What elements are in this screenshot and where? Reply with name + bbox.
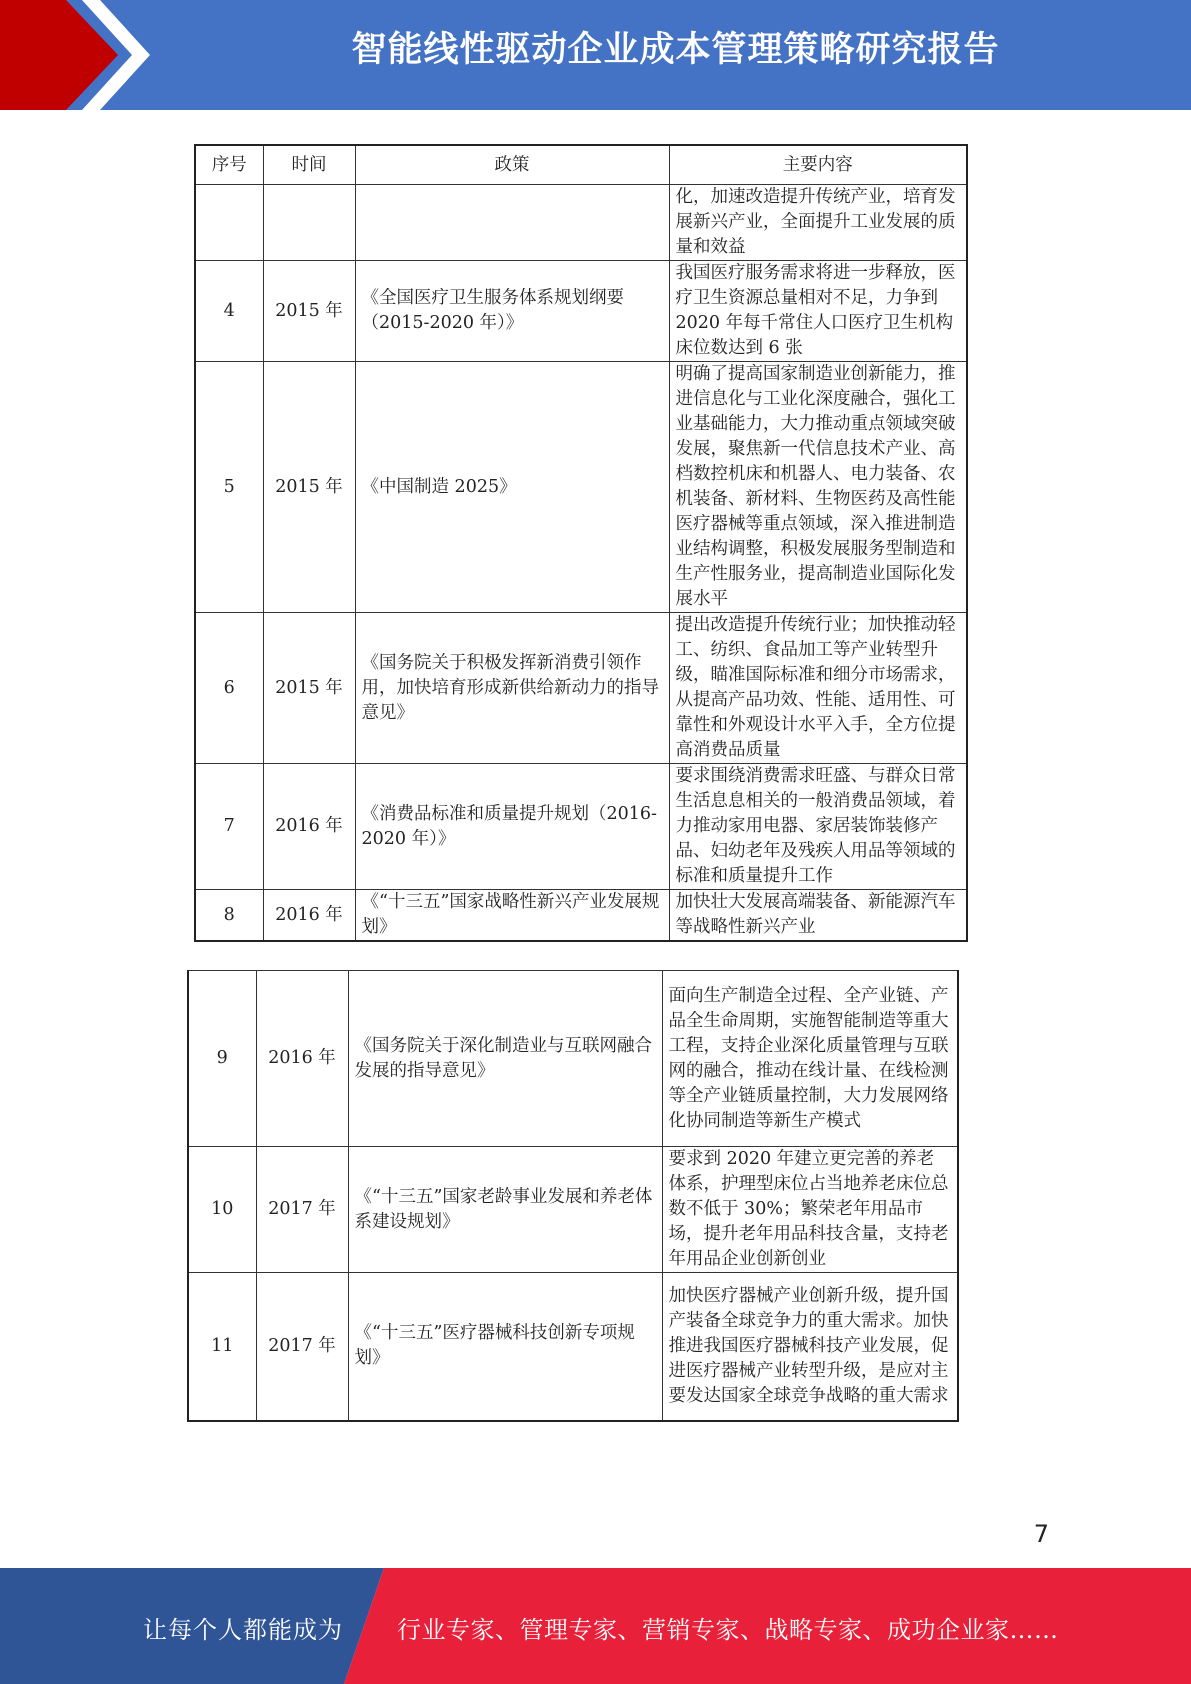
row-no: 11 [188, 1273, 256, 1421]
table-row [195, 764, 967, 890]
row-content: 明确了提高国家制造业创新能力，推进信息化与工业化深度融合，强化工业基础能力，大力推动重点领域突破发展，聚焦新一代信息技术产业、高档数控机床和机器人、电力装备、农机装备、新材料、生物医药及高性能医疗器械等重点领域，深入推进制造业结构调整，积极发展服务型制造和生产性服务业，提高制造业国际化发展水平 [669, 362, 967, 613]
row-content: 提出改造提升传统行业；加快推动轻工、纺织、食品加工等产业转型升级，瞄准国际标准和细分市场需求，从提高产品功效、性能、适用性、可靠性和外观设计水平入手，全方位提高消费品质量 [669, 613, 967, 764]
table-row [195, 362, 967, 613]
report-title: 智能线性驱动企业成本管理策略研究报告 [351, 30, 1000, 70]
table-header-row [195, 145, 967, 185]
row-policy: 《“十三五”国家老龄事业发展和养老体系建设规划》 [348, 1147, 662, 1273]
page-footer [0, 1568, 1191, 1684]
row-no [195, 185, 263, 261]
page-number: 7 [1033, 1520, 1049, 1548]
footer-slogan-left: 让每个人都能成为 [143, 1616, 343, 1644]
column-header-time: 时间 [263, 145, 355, 185]
row-policy: 《中国制造 2025》 [355, 362, 669, 613]
row-time: 2015 年 [263, 613, 355, 764]
row-content: 要求到 2020 年建立更完善的养老体系，护理型床位占当地养老床位总数不低于 30%；繁荣老年用品市场，提升老年用品科技含量，支持老年用品企业创新创业 [662, 1147, 958, 1273]
row-policy: 《国务院关于积极发挥新消费引领作用，加快培育形成新供给新动力的指导意见》 [355, 613, 669, 764]
row-content: 加快壮大发展高端装备、新能源汽车等战略性新兴产业 [669, 890, 967, 942]
row-time: 2016 年 [256, 971, 348, 1147]
table-row [188, 971, 958, 1147]
policy-table-part-2 [187, 970, 959, 1422]
page-header [0, 0, 1191, 110]
column-header-content: 主要内容 [669, 145, 967, 185]
row-no: 5 [195, 362, 263, 613]
row-policy: 《“十三五”医疗器械科技创新专项规划》 [348, 1273, 662, 1421]
table-row [195, 261, 967, 362]
table-row [195, 185, 967, 261]
row-content: 我国医疗服务需求将进一步释放，医疗卫生资源总量相对不足，力争到 2020 年每千常住人口医疗卫生机构床位数达到 6 张 [669, 261, 967, 362]
table-row [188, 1147, 958, 1273]
row-time: 2015 年 [263, 261, 355, 362]
row-content: 化，加速改造提升传统产业，培育发展新兴产业，全面提升工业发展的质量和效益 [669, 185, 967, 261]
row-content: 加快医疗器械产业创新升级，提升国产装备全球竞争力的重大需求。加快推进我国医疗器械科技产业发展，促进医疗器械产业转型升级，是应对主要发达国家全球竞争战略的重大需求 [662, 1273, 958, 1421]
row-policy: 《消费品标准和质量提升规划（2016-2020 年）》 [355, 764, 669, 890]
row-time: 2015 年 [263, 362, 355, 613]
row-no: 8 [195, 890, 263, 942]
row-content: 面向生产制造全过程、全产业链、产品全生命周期，实施智能制造等重大工程，支持企业深化质量管理与互联网的融合，推动在线计量、在线检测等全产业链质量控制，大力发展网络化协同制造等新生产模式 [662, 971, 958, 1147]
footer-slogan-right: 行业专家、管理专家、营销专家、战略专家、成功企业家…… [397, 1616, 1059, 1644]
row-no: 7 [195, 764, 263, 890]
row-no: 6 [195, 613, 263, 764]
row-policy [355, 185, 669, 261]
row-policy: 《国务院关于深化制造业与互联网融合发展的指导意见》 [348, 971, 662, 1147]
row-no: 10 [188, 1147, 256, 1273]
row-policy: 《“十三五”国家战略性新兴产业发展规划》 [355, 890, 669, 942]
row-time: 2016 年 [263, 890, 355, 942]
row-no: 4 [195, 261, 263, 362]
table-row [188, 1273, 958, 1421]
row-time [263, 185, 355, 261]
row-no: 9 [188, 971, 256, 1147]
row-time: 2016 年 [263, 764, 355, 890]
row-time: 2017 年 [256, 1273, 348, 1421]
table-row [195, 890, 967, 942]
row-time: 2017 年 [256, 1147, 348, 1273]
table-row [195, 613, 967, 764]
policy-table-part-1 [194, 144, 968, 942]
header-arrow-icon [0, 0, 200, 110]
row-content: 要求围绕消费需求旺盛、与群众日常生活息息相关的一般消费品领域，着力推动家用电器、家居装饰装修产品、妇幼老年及残疾人用品等领域的标准和质量提升工作 [669, 764, 967, 890]
column-header-no: 序号 [195, 145, 263, 185]
row-policy: 《全国医疗卫生服务体系规划纲要（2015-2020 年）》 [355, 261, 669, 362]
column-header-policy: 政策 [355, 145, 669, 185]
